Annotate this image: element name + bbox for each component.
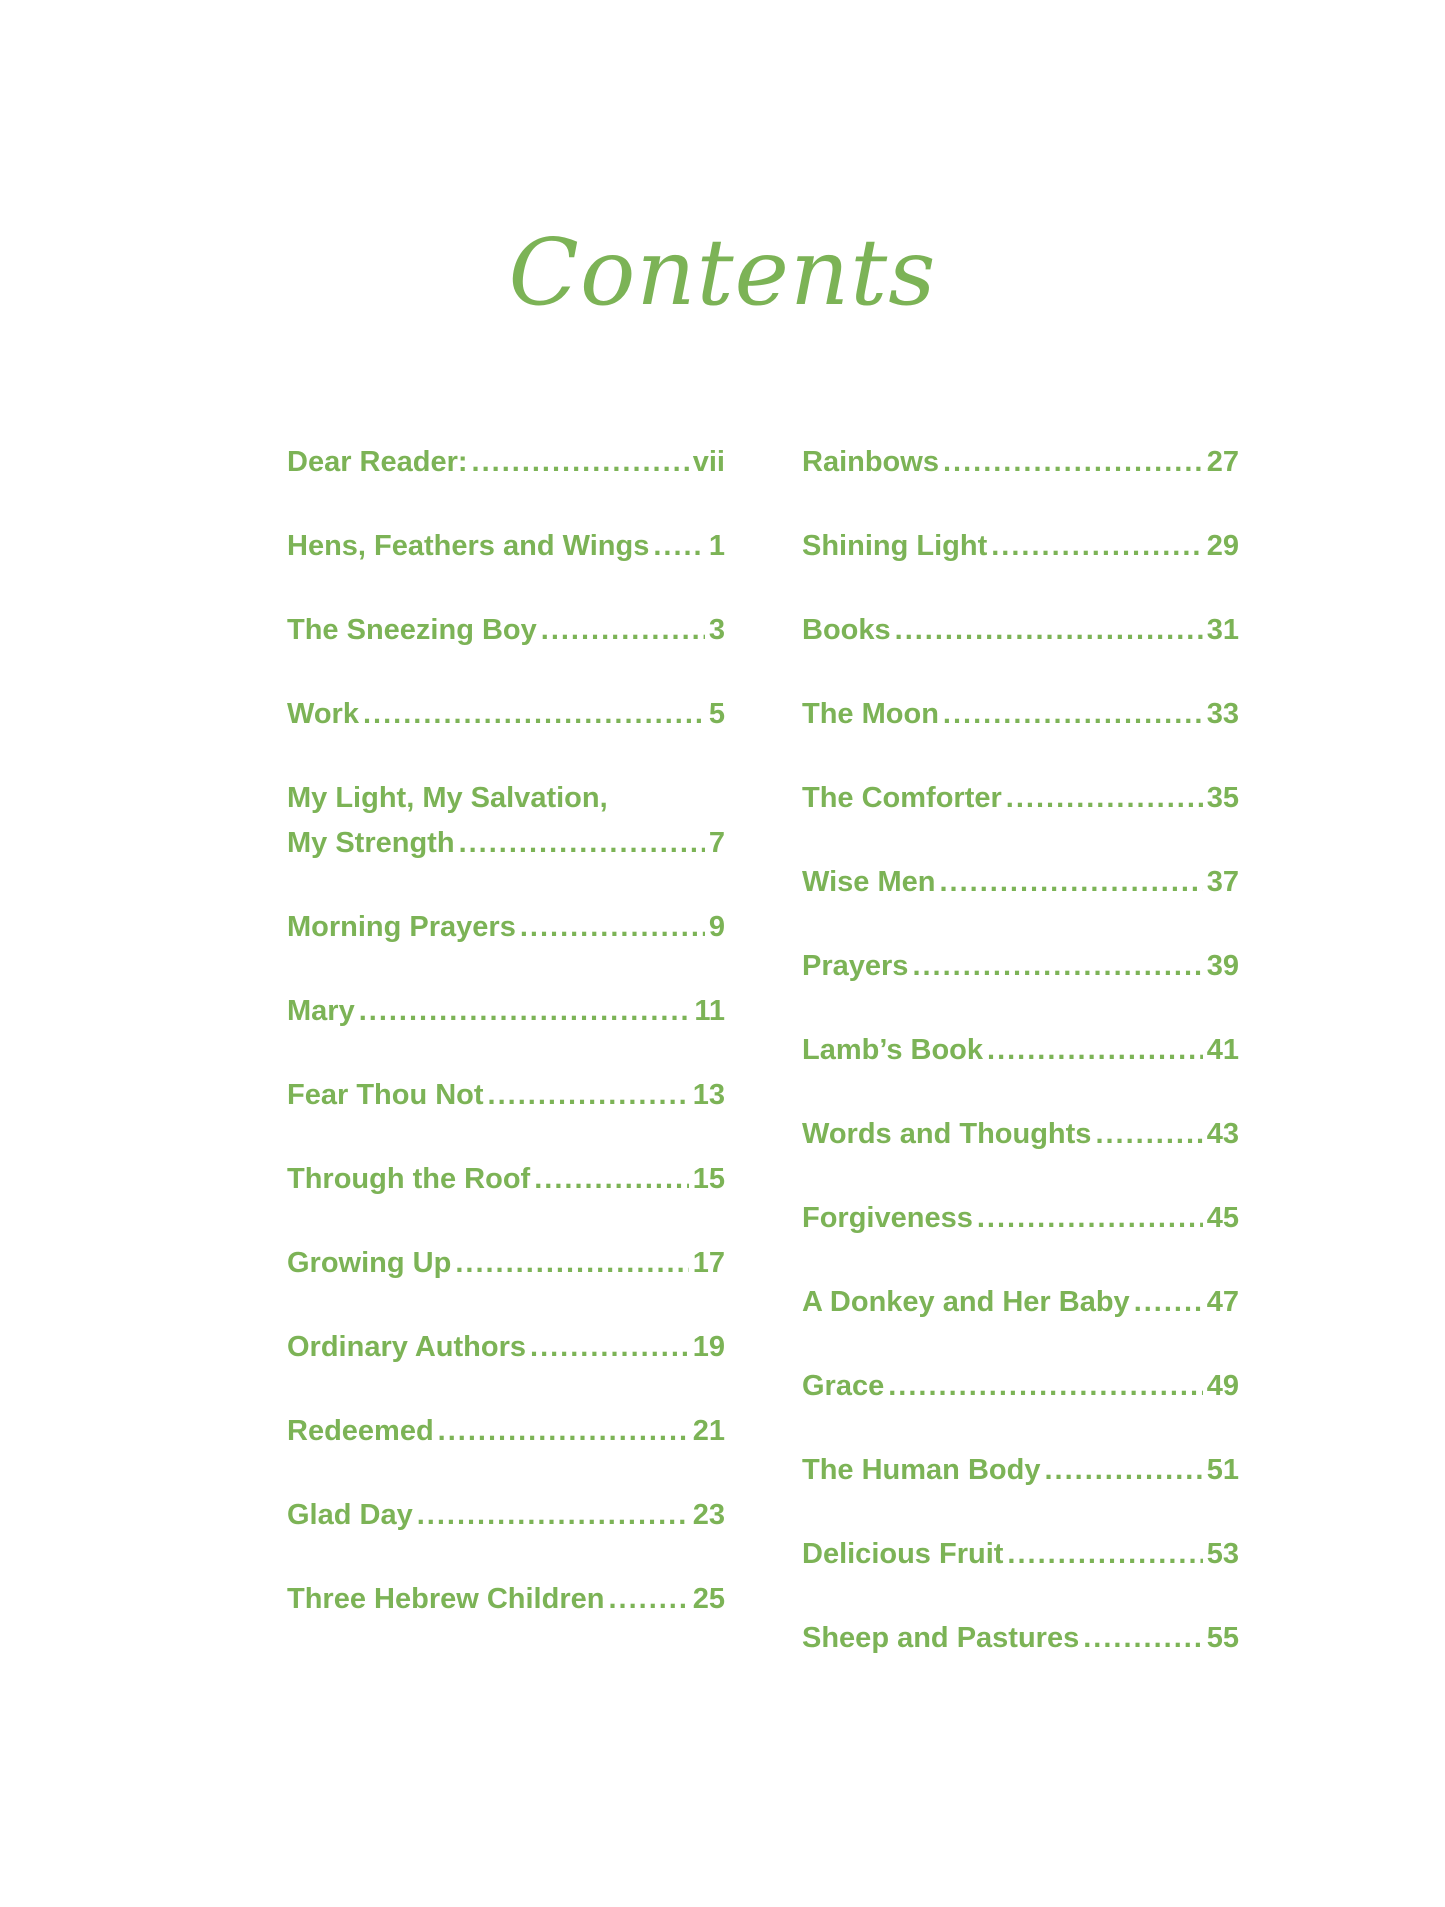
toc-line: [802, 524, 1239, 569]
toc-entry[interactable]: [287, 440, 725, 485]
toc-entry-page: 5: [708, 698, 725, 730]
toc-line: [287, 1073, 725, 1118]
toc-entry[interactable]: [287, 692, 725, 737]
toc-line: [287, 608, 725, 653]
toc-entry-page: 43: [1206, 1118, 1239, 1150]
toc-line: [802, 1532, 1239, 1577]
toc-line: [802, 692, 1239, 737]
toc-entry-title: Three Hebrew Children: [287, 1583, 605, 1615]
toc-entry[interactable]: [287, 776, 725, 866]
toc-entry-page: 29: [1206, 530, 1239, 562]
toc-entry[interactable]: [802, 1280, 1239, 1325]
toc-entry[interactable]: [287, 1577, 725, 1622]
toc-line: [287, 692, 725, 737]
toc-right-column: [802, 440, 1239, 1700]
toc-line: [802, 1112, 1239, 1157]
toc-line: [287, 1493, 725, 1538]
toc-entry-title: Forgiveness: [802, 1202, 973, 1234]
toc-entry-title: Sheep and Pastures: [802, 1622, 1080, 1654]
toc-entry-title: Redeemed: [287, 1415, 434, 1447]
toc-entry-title: Hens, Feathers and Wings: [287, 530, 650, 562]
toc-entry-title: Wise Men: [802, 866, 936, 898]
toc-entry[interactable]: [802, 1028, 1239, 1073]
dot-leader: [653, 524, 705, 569]
toc-entry-page: 53: [1206, 1538, 1239, 1570]
dot-leader: [943, 692, 1203, 737]
dot-leader: [1095, 1112, 1202, 1157]
dot-leader: [455, 1241, 688, 1286]
toc-entry-page: 51: [1206, 1454, 1239, 1486]
toc-entry[interactable]: [802, 1364, 1239, 1409]
toc-entry-page: 19: [692, 1331, 725, 1363]
dot-leader: [359, 989, 691, 1034]
toc-entry-page: 47: [1206, 1286, 1239, 1318]
dot-leader: [530, 1325, 689, 1370]
toc-entry[interactable]: [287, 905, 725, 950]
dot-leader: [912, 944, 1202, 989]
dot-leader: [1044, 1448, 1202, 1493]
toc-entry-title: Delicious Fruit: [802, 1538, 1004, 1570]
toc-line: [802, 860, 1239, 905]
toc-entry-page: 33: [1206, 698, 1239, 730]
toc-line: [802, 440, 1239, 485]
dot-leader: [1083, 1616, 1203, 1661]
dot-leader: [608, 1577, 688, 1622]
toc-entry-title: The Comforter: [802, 782, 1002, 814]
dot-leader: [977, 1196, 1203, 1241]
dot-leader: [1007, 1532, 1202, 1577]
toc-entry-page: 41: [1206, 1034, 1239, 1066]
toc-entry[interactable]: [287, 1073, 725, 1118]
toc-entry-title: Growing Up: [287, 1247, 452, 1279]
dot-leader: [888, 1364, 1203, 1409]
toc-entry-title: Ordinary Authors: [287, 1331, 527, 1363]
toc-entry-page: 9: [708, 911, 725, 943]
toc-entry-page: 11: [694, 995, 725, 1027]
toc-entry-page: 1: [708, 530, 725, 562]
toc-line: [802, 1196, 1239, 1241]
toc-line: [802, 1028, 1239, 1073]
dot-leader: [1006, 776, 1203, 821]
toc-entry-title: Lamb’s Book: [802, 1034, 984, 1066]
toc-entry[interactable]: [802, 1196, 1239, 1241]
toc-entry-page: 7: [708, 827, 725, 859]
toc-entry-page: 17: [692, 1247, 725, 1279]
toc-entry-title: Through the Roof: [287, 1163, 531, 1195]
toc-line: [287, 905, 725, 950]
toc-line: [287, 1325, 725, 1370]
dot-leader: [417, 1493, 689, 1538]
dot-leader: [940, 860, 1203, 905]
toc-entry-title: Prayers: [802, 950, 909, 982]
toc-line: [287, 1241, 725, 1286]
toc-entry-page: 39: [1206, 950, 1239, 982]
toc-entry[interactable]: [802, 1532, 1239, 1577]
toc-entry-title: Fear Thou Not: [287, 1079, 484, 1111]
toc-entry-title-line1: My Light, My Salvation,: [287, 782, 608, 814]
toc-entry-title: My Strength: [287, 827, 455, 859]
toc-entry[interactable]: [802, 1616, 1239, 1661]
toc-entry[interactable]: [287, 1325, 725, 1370]
dot-leader: [438, 1409, 689, 1454]
dot-leader: [534, 1157, 689, 1202]
toc-line: [802, 1280, 1239, 1325]
toc-entry-page: 31: [1206, 614, 1239, 646]
toc-entry[interactable]: [802, 524, 1239, 569]
page-title: Contents: [508, 219, 937, 326]
toc-entry[interactable]: [287, 1409, 725, 1454]
dot-leader: [488, 1073, 689, 1118]
toc-entry-page: 55: [1206, 1622, 1239, 1654]
toc-entry-title: Grace: [802, 1370, 885, 1402]
dot-leader: [459, 821, 705, 866]
toc-entry-page: 45: [1206, 1202, 1239, 1234]
toc-entry-page: 25: [692, 1583, 725, 1615]
toc-entry-page: 21: [692, 1415, 725, 1447]
toc-entry[interactable]: [802, 440, 1239, 485]
dot-leader: [943, 440, 1203, 485]
toc-entry-page: 13: [692, 1079, 725, 1111]
dot-leader: [363, 692, 705, 737]
toc-line: [802, 1616, 1239, 1661]
dot-leader: [895, 608, 1203, 653]
toc-entry[interactable]: [287, 1241, 725, 1286]
dot-leader: [1134, 1280, 1203, 1325]
toc-entry-title: The Human Body: [802, 1454, 1041, 1486]
dot-leader: [991, 524, 1203, 569]
toc-line: [287, 821, 725, 866]
toc-entry-title: Shining Light: [802, 530, 988, 562]
toc-entry[interactable]: [802, 692, 1239, 737]
toc-entry-title: Glad Day: [287, 1499, 413, 1531]
toc-entry-page: 15: [692, 1163, 725, 1195]
toc-line: [287, 776, 725, 821]
toc-line: [802, 776, 1239, 821]
toc-entry[interactable]: [802, 1112, 1239, 1157]
toc-entry-page: vii: [692, 446, 725, 478]
toc-entry-title: The Sneezing Boy: [287, 614, 537, 646]
toc-entry[interactable]: [287, 1157, 725, 1202]
toc-left-column: [287, 440, 725, 1661]
toc-entry[interactable]: [287, 608, 725, 653]
toc-entry-title: Words and Thoughts: [802, 1118, 1092, 1150]
dot-leader: [541, 608, 705, 653]
toc-entry-page: 3: [708, 614, 725, 646]
toc-line: [287, 1409, 725, 1454]
dot-leader: [472, 440, 689, 485]
toc-entry-title: Books: [802, 614, 891, 646]
toc-entry[interactable]: [802, 776, 1239, 821]
toc-line: [287, 989, 725, 1034]
toc-entry-page: 23: [692, 1499, 725, 1531]
toc-line: [802, 608, 1239, 653]
toc-entry-page: 49: [1206, 1370, 1239, 1402]
toc-entry[interactable]: [287, 524, 725, 569]
toc-entry[interactable]: [802, 944, 1239, 989]
toc-entry[interactable]: [802, 1448, 1239, 1493]
toc-entry-page: 37: [1206, 866, 1239, 898]
toc-entry-title: Rainbows: [802, 446, 939, 478]
toc-entry-title: Morning Prayers: [287, 911, 516, 943]
toc-entry-page: 27: [1206, 446, 1239, 478]
toc-line: [802, 1364, 1239, 1409]
toc-line: [287, 524, 725, 569]
toc-entry-title: Mary: [287, 995, 355, 1027]
toc-entry[interactable]: [802, 608, 1239, 653]
toc-entry-title: A Donkey and Her Baby: [802, 1286, 1130, 1318]
toc-line: [287, 440, 725, 485]
dot-leader: [520, 905, 705, 950]
toc-entry[interactable]: [287, 989, 725, 1034]
toc-entry[interactable]: [802, 860, 1239, 905]
dot-leader: [987, 1028, 1203, 1073]
toc-entry-title: The Moon: [802, 698, 939, 730]
toc-line: [287, 1157, 725, 1202]
toc-line: [802, 1448, 1239, 1493]
toc-entry-title: Dear Reader:: [287, 446, 468, 478]
toc-entry-title: Work: [287, 698, 359, 730]
toc-entry-page: 35: [1206, 782, 1239, 814]
toc-line: [802, 944, 1239, 989]
toc-entry[interactable]: [287, 1493, 725, 1538]
toc-line: [287, 1577, 725, 1622]
